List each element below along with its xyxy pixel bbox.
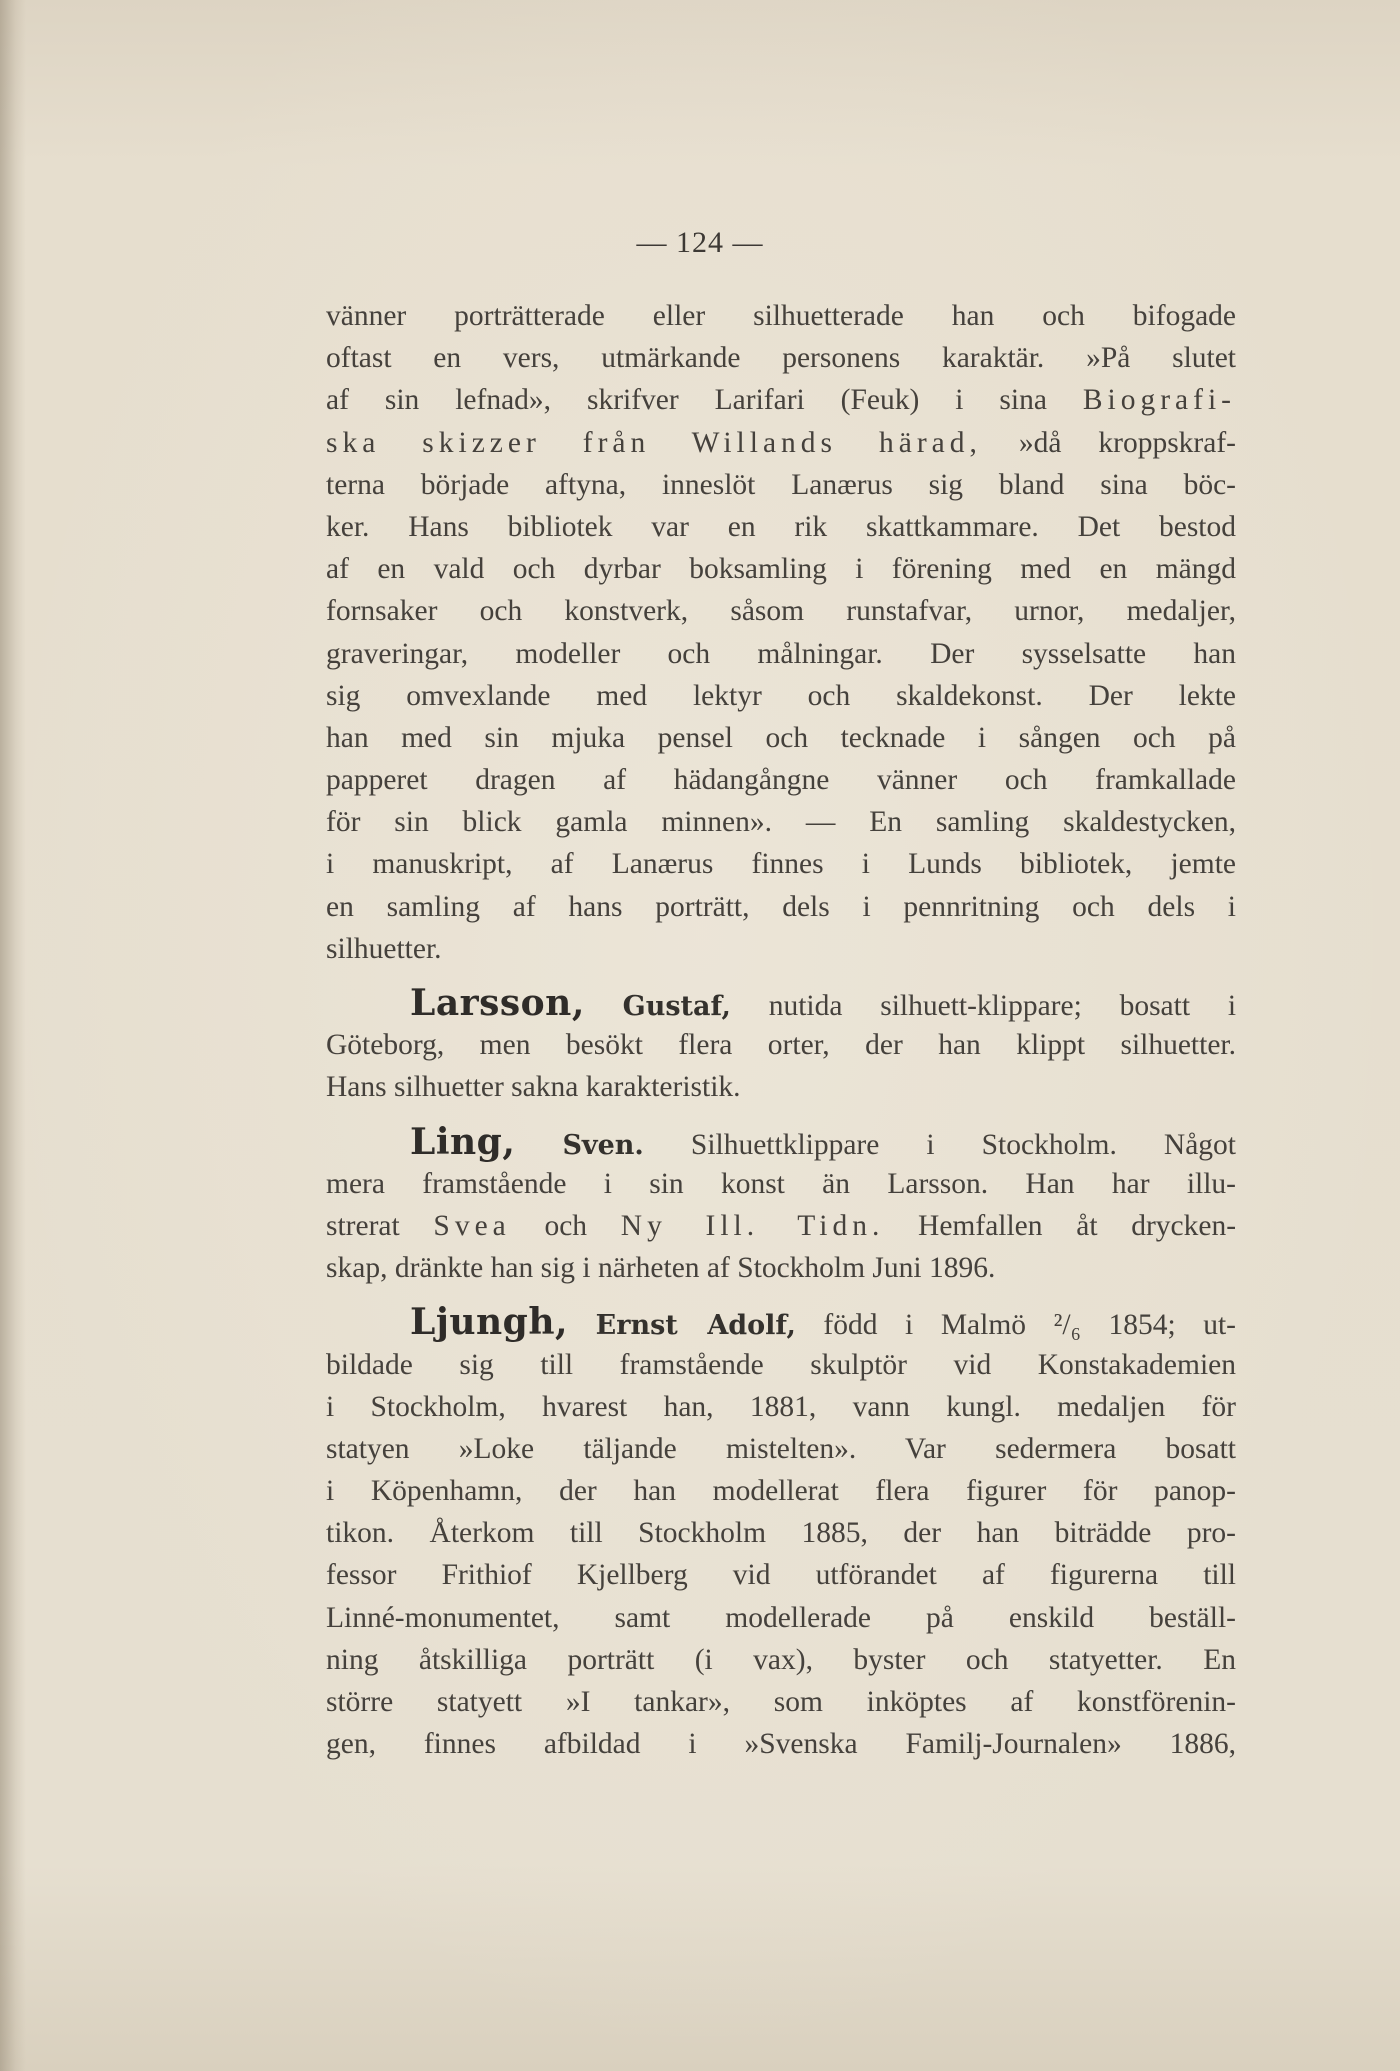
text-line: Hans silhuetter sakna karakteristik. — [326, 1071, 741, 1104]
text-run-spaced: Ny Ill. Tidn. — [620, 1209, 885, 1242]
text-line — [326, 422, 1236, 464]
text-line: graveringar, modeller och målningar. Der sysselsatte han — [326, 637, 1236, 670]
entry-first-line — [326, 1121, 1236, 1163]
text-line: sig omvexlande med lektyr och skaldekonst. Der lekte — [326, 679, 1236, 712]
text-line: tikon. Återkom till Stockholm 1885, der han biträdde pro- — [326, 1517, 1236, 1550]
text-run: född i Malmö ²/₆ 1854; ut- — [823, 1309, 1237, 1342]
text-line: vänner porträtterade eller silhuetterade han och bifogade — [326, 300, 1236, 332]
entry-headword: Larsson, — [410, 982, 585, 1024]
text-run-spaced: Biografi- — [1082, 384, 1236, 417]
text-line: Linné-monumentet, samt modellerade på enskild beställ- — [326, 1601, 1236, 1634]
text-line: papperet dragen af hädangångne vänner och framkallade — [326, 764, 1236, 797]
page-number: — 124 — — [636, 226, 764, 259]
text-run: af sin lefnad», skrifver Larifari (Feuk) i sina — [326, 384, 1047, 417]
text-line — [326, 1205, 1236, 1247]
text-run: nutida silhuett-klippare; bosatt i — [768, 990, 1237, 1022]
text-line: bildade sig till framstående skulptör vid Konstakademien — [326, 1348, 1236, 1381]
text-line: ning åtskilliga porträtt (i vax), byster och statyetter. En — [326, 1643, 1236, 1676]
body-text — [326, 295, 1236, 1765]
entry-first-line — [326, 982, 1236, 1024]
entry-given-name: Ernst Adolf, — [595, 1310, 796, 1342]
text-run: och — [544, 1209, 588, 1242]
text-run: »då kroppskraf- — [1018, 426, 1236, 459]
text-line: gen, finnes afbildad i »Svenska Familj-Journalen» 1886, — [326, 1728, 1236, 1761]
text-line: i Köpenhamn, der han modellerat flera figurer för panop- — [326, 1475, 1236, 1508]
text-line: skap, dränkte han sig i närheten af Stockholm Juni 1896. — [326, 1252, 996, 1285]
text-line: statyen »Loke täljande mistelten». Var sedermera bosatt — [326, 1432, 1236, 1465]
text-line: han med sin mjuka pensel och tecknade i sången och på — [326, 721, 1236, 754]
entry-given-name: Gustaf, — [622, 991, 731, 1022]
paragraph-gap — [326, 1289, 1236, 1301]
text-line: för sin blick gamla minnen». — En samling skaldestycken, — [326, 806, 1236, 839]
text-run: strerat — [326, 1209, 400, 1242]
text-run: Silhuettklippare i Stockholm. Något — [690, 1128, 1237, 1161]
text-line: af en vald och dyrbar boksamling i förening med en mängd — [326, 553, 1236, 586]
text-line: fornsaker och konstverk, såsom runstafvar, urnor, medaljer, — [326, 595, 1236, 628]
text-run-spaced: ska skizzer från Willands härad, — [326, 426, 982, 459]
text-line: ker. Hans bibliotek var en rik skattkammare. Det bestod — [326, 510, 1236, 543]
paragraph-gap — [326, 1109, 1236, 1121]
paragraph-gap — [326, 970, 1236, 982]
text-line: oftast en vers, utmärkande personens karaktär. »På slutet — [326, 342, 1236, 375]
entry-headword: Ling, — [410, 1120, 516, 1163]
text-line — [326, 379, 1236, 421]
text-line: i Stockholm, hvarest han, 1881, vann kungl. medaljen för — [326, 1390, 1236, 1423]
text-line: en samling af hans porträtt, dels i pennritning och dels i — [326, 890, 1236, 923]
entry-headword: Ljungh, — [410, 1301, 569, 1344]
text-line: fessor Frithiof Kjellberg vid utförandet af figurerna till — [326, 1559, 1236, 1592]
text-line: silhuetter. — [326, 932, 442, 965]
page-spine-shadow — [0, 0, 26, 2071]
text-line: i manuskript, af Lanærus finnes i Lunds bibliotek, jemte — [326, 848, 1236, 881]
text-line: terna började aftyna, inneslöt Lanærus sig bland sina böc- — [326, 468, 1236, 501]
text-run-spaced: Svea — [433, 1209, 511, 1242]
text-line: mera framstående i sin konst än Larsson. Han har illu- — [326, 1167, 1236, 1200]
text-run: Hemfallen åt drycken- — [918, 1209, 1237, 1242]
text-line: Göteborg, men besökt flera orter, der han klippt silhuetter. — [326, 1029, 1236, 1062]
text-line: större statyett »I tankar», som inköptes af konstförenin- — [326, 1686, 1236, 1718]
entry-given-name: Sven. — [562, 1129, 644, 1161]
entry-first-line — [326, 1301, 1236, 1343]
